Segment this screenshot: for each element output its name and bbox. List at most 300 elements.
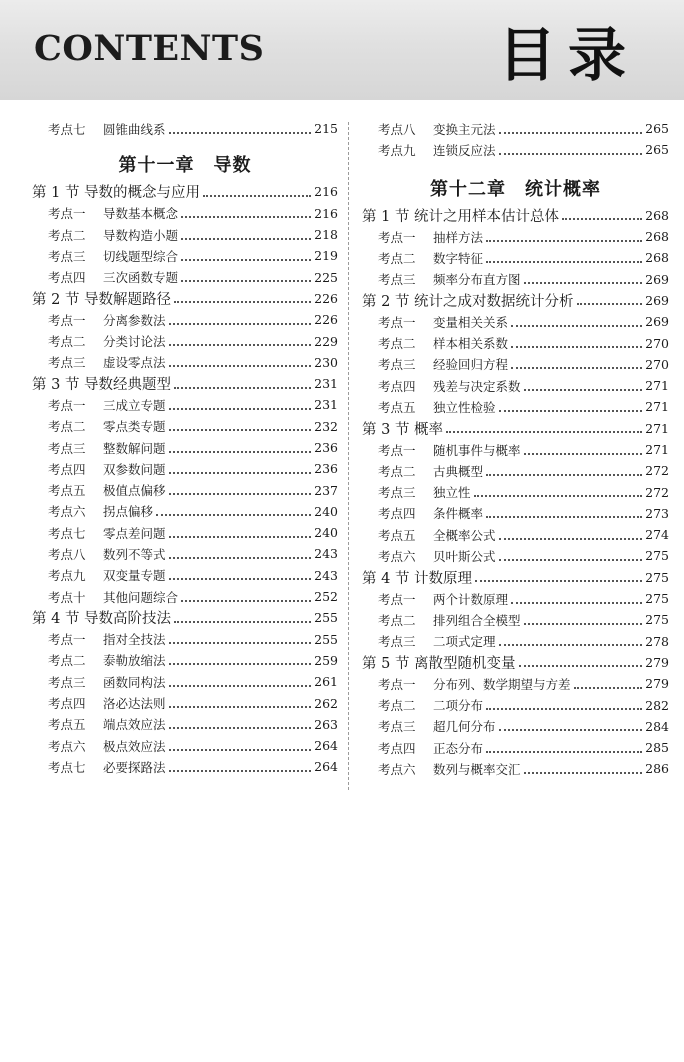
- topic-label: 考点二: [378, 612, 416, 628]
- topic-title: 切线题型综合: [103, 248, 179, 264]
- page-number: 279: [645, 654, 669, 670]
- page-number: 263: [314, 716, 338, 732]
- dot-leader: [524, 282, 643, 284]
- toc-topic-entry[interactable]: [32, 650, 338, 671]
- toc-topic-entry[interactable]: [362, 758, 669, 779]
- topic-title: 样本相关系数: [433, 336, 509, 352]
- page-number: 286: [645, 761, 669, 777]
- section-title: 概率: [414, 421, 443, 438]
- page-number: 278: [645, 633, 669, 649]
- dot-leader: [511, 367, 642, 369]
- page-number: 216: [314, 205, 338, 221]
- topic-title: 双变量专题: [103, 568, 166, 584]
- toc-topic-entry[interactable]: [362, 396, 669, 417]
- page-number: 268: [645, 250, 669, 266]
- topic-label: 考点五: [48, 483, 86, 499]
- section-title: 导数的概念与应用: [84, 185, 200, 202]
- dot-leader: [169, 472, 312, 474]
- toc-topic-entry[interactable]: [32, 330, 338, 351]
- page-number: 225: [314, 269, 338, 285]
- topic-title: 函数同构法: [103, 674, 166, 690]
- toc-topic-entry[interactable]: [362, 609, 669, 630]
- topic-label: 考点二: [378, 463, 416, 479]
- page-number: 284: [645, 718, 669, 734]
- dot-leader: [511, 346, 642, 348]
- page-number: 240: [314, 525, 338, 541]
- dot-leader: [181, 259, 311, 261]
- topic-label: 考点二: [378, 250, 416, 266]
- toc-topic-entry[interactable]: [32, 266, 338, 287]
- page-number: 243: [314, 546, 338, 562]
- dot-leader: [562, 218, 642, 220]
- section-title: 离散型随机变量: [414, 655, 516, 672]
- toc-topic-entry[interactable]: [362, 524, 669, 545]
- column-divider: [348, 122, 349, 790]
- dot-leader: [169, 344, 312, 346]
- page-number: 265: [645, 121, 669, 137]
- topic-label: 考点三: [48, 440, 86, 456]
- dot-leader: [486, 751, 642, 753]
- dot-leader: [524, 453, 643, 455]
- header-banner: [0, 0, 684, 100]
- toc-topic-entry[interactable]: [362, 631, 669, 652]
- chapter-title: 第十二章 统计概率: [430, 178, 601, 200]
- page-number: 262: [314, 695, 338, 711]
- toc-topic-entry[interactable]: [32, 458, 338, 479]
- section-number: 第 3 节: [32, 377, 80, 394]
- dot-leader: [511, 325, 642, 327]
- dot-leader: [169, 451, 312, 453]
- dot-leader: [486, 240, 642, 242]
- dot-leader: [169, 323, 312, 325]
- section-title: 统计之成对数据统计分析: [414, 293, 574, 310]
- topic-label: 考点三: [48, 674, 86, 690]
- toc-topic-entry[interactable]: [32, 586, 338, 607]
- topic-label: 考点二: [48, 227, 86, 243]
- toc-topic-entry[interactable]: [362, 673, 669, 694]
- topic-title: 极点效应法: [103, 738, 166, 754]
- topic-title: 随机事件与概率: [433, 442, 521, 458]
- toc-topic-entry[interactable]: [362, 439, 669, 460]
- dot-leader: [475, 580, 642, 582]
- topic-label: 考点二: [378, 698, 416, 714]
- topic-title: 数字特征: [433, 250, 484, 266]
- page-number: 272: [645, 484, 669, 500]
- topic-title: 三次函数专题: [103, 270, 179, 286]
- page-number: 269: [645, 271, 669, 287]
- section-number: 第 4 节: [362, 570, 410, 587]
- page-number: 232: [314, 418, 338, 434]
- page-number: 270: [645, 356, 669, 372]
- toc-topic-entry[interactable]: [362, 354, 669, 375]
- toc-section-entry[interactable]: [32, 373, 338, 394]
- page-number: 240: [314, 503, 338, 519]
- page-number: 272: [645, 463, 669, 479]
- topic-label: 考点一: [48, 397, 86, 413]
- toc-topic-entry[interactable]: [362, 139, 669, 160]
- dot-leader: [181, 238, 311, 240]
- dot-leader: [577, 303, 643, 305]
- dot-leader: [174, 301, 311, 303]
- toc-topic-entry[interactable]: [362, 588, 669, 609]
- toc-section-entry[interactable]: [32, 181, 338, 202]
- dot-leader: [156, 514, 311, 516]
- dot-leader: [499, 132, 643, 134]
- toc-section-entry[interactable]: [362, 205, 669, 226]
- topic-title: 贝叶斯公式: [433, 548, 496, 564]
- dot-leader: [169, 536, 312, 538]
- chapter-title: 第十一章 导数: [118, 155, 252, 177]
- page-number: 268: [645, 229, 669, 245]
- topic-title: 变换主元法: [433, 121, 496, 137]
- topic-title: 分布列、数学期望与方差: [433, 676, 571, 692]
- toc-topic-entry[interactable]: [32, 479, 338, 500]
- toc-column-left: [32, 118, 338, 778]
- topic-title: 零点差问题: [103, 525, 166, 541]
- toc-topic-entry[interactable]: [32, 522, 338, 543]
- topic-label: 考点六: [378, 548, 416, 564]
- toc-topic-entry[interactable]: [362, 332, 669, 353]
- dot-leader: [499, 559, 643, 561]
- page-number: 269: [645, 292, 669, 308]
- topic-label: 考点一: [378, 229, 416, 245]
- topic-label: 考点一: [378, 591, 416, 607]
- contents-heading: CONTENTS: [34, 28, 265, 69]
- dot-leader: [169, 727, 312, 729]
- topic-label: 考点四: [378, 378, 416, 394]
- topic-label: 考点五: [378, 399, 416, 415]
- topic-title: 条件概率: [433, 506, 484, 522]
- topic-title: 连锁反应法: [433, 142, 496, 158]
- page-number: 282: [645, 697, 669, 713]
- spacer: [32, 139, 338, 147]
- topic-label: 考点一: [48, 632, 86, 648]
- toc-topic-entry[interactable]: [362, 268, 669, 289]
- toc-topic-entry[interactable]: [32, 203, 338, 224]
- toc-topic-entry[interactable]: [32, 714, 338, 735]
- toc-topic-entry[interactable]: [362, 375, 669, 396]
- dot-leader: [519, 665, 643, 667]
- toc-topic-entry[interactable]: [32, 565, 338, 586]
- mulu-heading: 目录: [497, 21, 638, 89]
- topic-label: 考点四: [48, 270, 86, 286]
- toc-section-entry[interactable]: [362, 567, 669, 588]
- topic-label: 考点五: [378, 527, 416, 543]
- toc-topic-entry[interactable]: [32, 501, 338, 522]
- toc-section-entry[interactable]: [362, 652, 669, 673]
- dot-leader: [499, 538, 643, 540]
- topic-title: 导数构造小题: [103, 227, 179, 243]
- dot-leader: [574, 687, 643, 689]
- page-number: 231: [314, 397, 338, 413]
- topic-label: 考点六: [48, 738, 86, 754]
- page-number: 237: [314, 482, 338, 498]
- section-number: 第 2 节: [32, 291, 80, 308]
- dot-leader: [169, 578, 312, 580]
- topic-title: 虚设零点法: [103, 355, 166, 371]
- page-number: 275: [645, 548, 669, 564]
- section-number: 第 2 节: [362, 293, 410, 310]
- topic-label: 考点一: [48, 312, 86, 328]
- toc-section-entry[interactable]: [362, 290, 669, 311]
- section-title: 导数经典题型: [84, 377, 171, 394]
- toc-topic-entry[interactable]: [32, 629, 338, 650]
- topic-label: 考点三: [48, 355, 86, 371]
- topic-label: 考点六: [378, 761, 416, 777]
- topic-title: 正态分布: [433, 740, 484, 756]
- dot-leader: [169, 557, 312, 559]
- page-number: 226: [314, 290, 338, 306]
- section-title: 导数高阶技法: [84, 611, 171, 628]
- toc-section-entry[interactable]: [362, 418, 669, 439]
- topic-label: 考点四: [48, 696, 86, 712]
- topic-title: 排列组合全模型: [433, 612, 521, 628]
- toc-topic-entry[interactable]: [362, 694, 669, 715]
- dot-leader: [499, 644, 643, 646]
- toc-topic-entry[interactable]: [362, 118, 669, 139]
- page-number: 255: [314, 610, 338, 626]
- page-number: 259: [314, 652, 338, 668]
- dot-leader: [486, 708, 642, 710]
- dot-leader: [169, 642, 312, 644]
- page-number: 264: [314, 759, 338, 775]
- toc-topic-entry[interactable]: [362, 460, 669, 481]
- topic-label: 考点七: [48, 759, 86, 775]
- topic-label: 考点一: [378, 676, 416, 692]
- page-number: 275: [645, 569, 669, 585]
- section-number: 第 1 节: [32, 185, 80, 202]
- toc-topic-entry[interactable]: [32, 692, 338, 713]
- toc-section-entry[interactable]: [32, 607, 338, 628]
- topic-label: 考点一: [378, 442, 416, 458]
- dot-leader: [169, 365, 312, 367]
- toc-topic-entry[interactable]: [362, 503, 669, 524]
- page-number: 285: [645, 740, 669, 756]
- section-title: 计数原理: [414, 570, 472, 587]
- page-number: 264: [314, 738, 338, 754]
- page-number: 274: [645, 527, 669, 543]
- page-number: 218: [314, 227, 338, 243]
- topic-title: 三成立专题: [103, 397, 166, 413]
- topic-title: 古典概型: [433, 463, 484, 479]
- topic-title: 抽样方法: [433, 229, 484, 245]
- toc-topic-entry[interactable]: [32, 394, 338, 415]
- topic-label: 考点六: [48, 504, 86, 520]
- topic-title: 两个计数原理: [433, 591, 509, 607]
- topic-title: 二项分布: [433, 698, 484, 714]
- topic-title: 频率分布直方图: [433, 272, 521, 288]
- page-number: 271: [645, 442, 669, 457]
- topic-label: 考点三: [378, 719, 416, 735]
- dot-leader: [474, 495, 643, 497]
- topic-title: 超几何分布: [433, 719, 496, 735]
- topic-title: 数列不等式: [103, 546, 166, 562]
- section-number: 第 3 节: [362, 421, 410, 438]
- topic-title: 变量相关关系: [433, 314, 509, 330]
- topic-title: 洛必达法则: [103, 696, 166, 712]
- toc-column-right: [362, 118, 669, 780]
- dot-leader: [169, 706, 312, 708]
- section-number: 第 4 节: [32, 611, 80, 628]
- topic-label: 考点三: [378, 357, 416, 373]
- toc-topic-entry[interactable]: [362, 311, 669, 332]
- topic-title: 二项式定理: [433, 634, 496, 650]
- page-number: 270: [645, 335, 669, 351]
- dot-leader: [524, 623, 643, 625]
- dot-leader: [174, 621, 311, 623]
- page-number: 273: [645, 505, 669, 521]
- page-number: 243: [314, 567, 338, 583]
- toc-topic-entry[interactable]: [32, 416, 338, 437]
- page-number: 269: [645, 314, 669, 330]
- topic-label: 考点十: [48, 589, 86, 605]
- topic-label: 考点九: [48, 568, 86, 584]
- dot-leader: [203, 195, 311, 197]
- topic-label: 考点四: [378, 740, 416, 756]
- topic-title: 双参数问题: [103, 461, 166, 477]
- page-number: 252: [314, 589, 338, 605]
- page-number: 231: [314, 376, 338, 392]
- toc-topic-entry[interactable]: [362, 481, 669, 502]
- dot-leader: [499, 729, 643, 731]
- toc-topic-entry[interactable]: [32, 735, 338, 756]
- topic-label: 考点一: [48, 206, 86, 222]
- page-number: 275: [645, 612, 669, 628]
- dot-leader: [486, 474, 642, 476]
- topic-title: 导数基本概念: [103, 206, 179, 222]
- topic-label: 考点三: [378, 634, 416, 650]
- toc-topic-entry[interactable]: [32, 245, 338, 266]
- page-number: 230: [314, 354, 338, 370]
- topic-title: 端点效应法: [103, 717, 166, 733]
- toc-topic-entry[interactable]: [32, 352, 338, 373]
- toc-topic-entry[interactable]: [32, 756, 338, 777]
- topic-label: 考点二: [48, 653, 86, 669]
- toc-topic-entry[interactable]: [32, 309, 338, 330]
- toc-topic-entry[interactable]: [362, 226, 669, 247]
- toc-topic-entry[interactable]: [32, 437, 338, 458]
- dot-leader: [181, 600, 311, 602]
- section-number: 第 1 节: [362, 208, 410, 225]
- topic-label: 考点三: [378, 272, 416, 288]
- dot-leader: [169, 749, 312, 751]
- section-number: 第 5 节: [362, 655, 410, 672]
- topic-title: 分离参数法: [103, 312, 166, 328]
- page-number: 215: [314, 121, 338, 137]
- dot-leader: [499, 410, 643, 412]
- topic-label: 考点九: [378, 142, 416, 158]
- topic-label: 考点八: [378, 121, 416, 137]
- toc-topic-entry[interactable]: [362, 737, 669, 758]
- page-number: 236: [314, 440, 338, 455]
- page-number: 255: [314, 631, 338, 647]
- topic-label: 考点三: [48, 248, 86, 264]
- toc-topic-entry[interactable]: [362, 716, 669, 737]
- topic-label: 考点四: [48, 461, 86, 477]
- topic-title: 经验回归方程: [433, 357, 509, 373]
- dot-leader: [486, 516, 642, 518]
- page-number: 271: [645, 399, 669, 415]
- topic-title: 独立性: [433, 485, 471, 501]
- spacer: [362, 161, 669, 171]
- topic-title: 数列与概率交汇: [433, 761, 521, 777]
- topic-label: 考点五: [48, 717, 86, 733]
- toc-topic-entry[interactable]: [32, 224, 338, 245]
- page-number: 271: [645, 378, 669, 394]
- topic-label: 考点七: [48, 525, 86, 541]
- topic-title: 指对全技法: [103, 632, 166, 648]
- toc-section-entry[interactable]: [32, 288, 338, 309]
- page-number: 268: [645, 207, 669, 223]
- topic-label: 考点七: [48, 121, 86, 137]
- topic-label: 考点三: [378, 485, 416, 501]
- toc-topic-entry[interactable]: [32, 543, 338, 564]
- topic-title: 分类讨论法: [103, 334, 166, 350]
- dot-leader: [169, 132, 312, 134]
- topic-title: 整数解问题: [103, 440, 166, 456]
- dot-leader: [524, 389, 643, 391]
- page-number: 216: [314, 184, 338, 200]
- topic-label: 考点二: [48, 419, 86, 435]
- topic-label: 考点四: [378, 506, 416, 522]
- page-number: 229: [314, 333, 338, 349]
- topic-label: 考点二: [48, 334, 86, 350]
- dot-leader: [446, 431, 642, 433]
- page-number: 271: [645, 420, 669, 436]
- page-number: 279: [645, 676, 669, 692]
- topic-title: 独立性检验: [433, 399, 496, 415]
- toc-topic-entry[interactable]: [32, 671, 338, 692]
- dot-leader: [524, 772, 643, 774]
- topic-label: 考点二: [378, 336, 416, 352]
- dot-leader: [169, 408, 312, 410]
- dot-leader: [169, 685, 312, 687]
- topic-title: 全概率公式: [433, 527, 496, 543]
- dot-leader: [181, 216, 311, 218]
- dot-leader: [181, 280, 311, 282]
- page-number: 275: [645, 591, 669, 607]
- topic-title: 泰勒放缩法: [103, 653, 166, 669]
- topic-title: 拐点偏移: [103, 504, 154, 520]
- topic-title: 零点类专题: [103, 419, 166, 435]
- topic-title: 圆锥曲线系: [103, 121, 166, 137]
- page-number: 219: [314, 248, 338, 264]
- page-number: 236: [314, 461, 338, 477]
- dot-leader: [169, 770, 312, 772]
- dot-leader: [169, 493, 312, 495]
- section-title: 导数解题路径: [84, 291, 171, 308]
- dot-leader: [511, 602, 642, 604]
- dot-leader: [169, 429, 312, 431]
- topic-title: 其他问题综合: [103, 589, 179, 605]
- toc-topic-entry[interactable]: [362, 247, 669, 268]
- page-number: 261: [314, 674, 338, 690]
- toc-topic-entry[interactable]: [32, 118, 338, 139]
- topic-title: 必要探路法: [103, 759, 166, 775]
- page-number: 265: [645, 142, 669, 158]
- topic-label: 考点一: [378, 314, 416, 330]
- dot-leader: [169, 663, 312, 665]
- section-title: 统计之用样本估计总体: [414, 208, 559, 225]
- dot-leader: [486, 261, 642, 263]
- dot-leader: [174, 387, 311, 389]
- topic-title: 残差与决定系数: [433, 378, 521, 394]
- dot-leader: [499, 153, 643, 155]
- page-number: 226: [314, 312, 338, 328]
- topic-label: 考点八: [48, 546, 86, 562]
- topic-title: 极值点偏移: [103, 483, 166, 499]
- toc-topic-entry[interactable]: [362, 545, 669, 566]
